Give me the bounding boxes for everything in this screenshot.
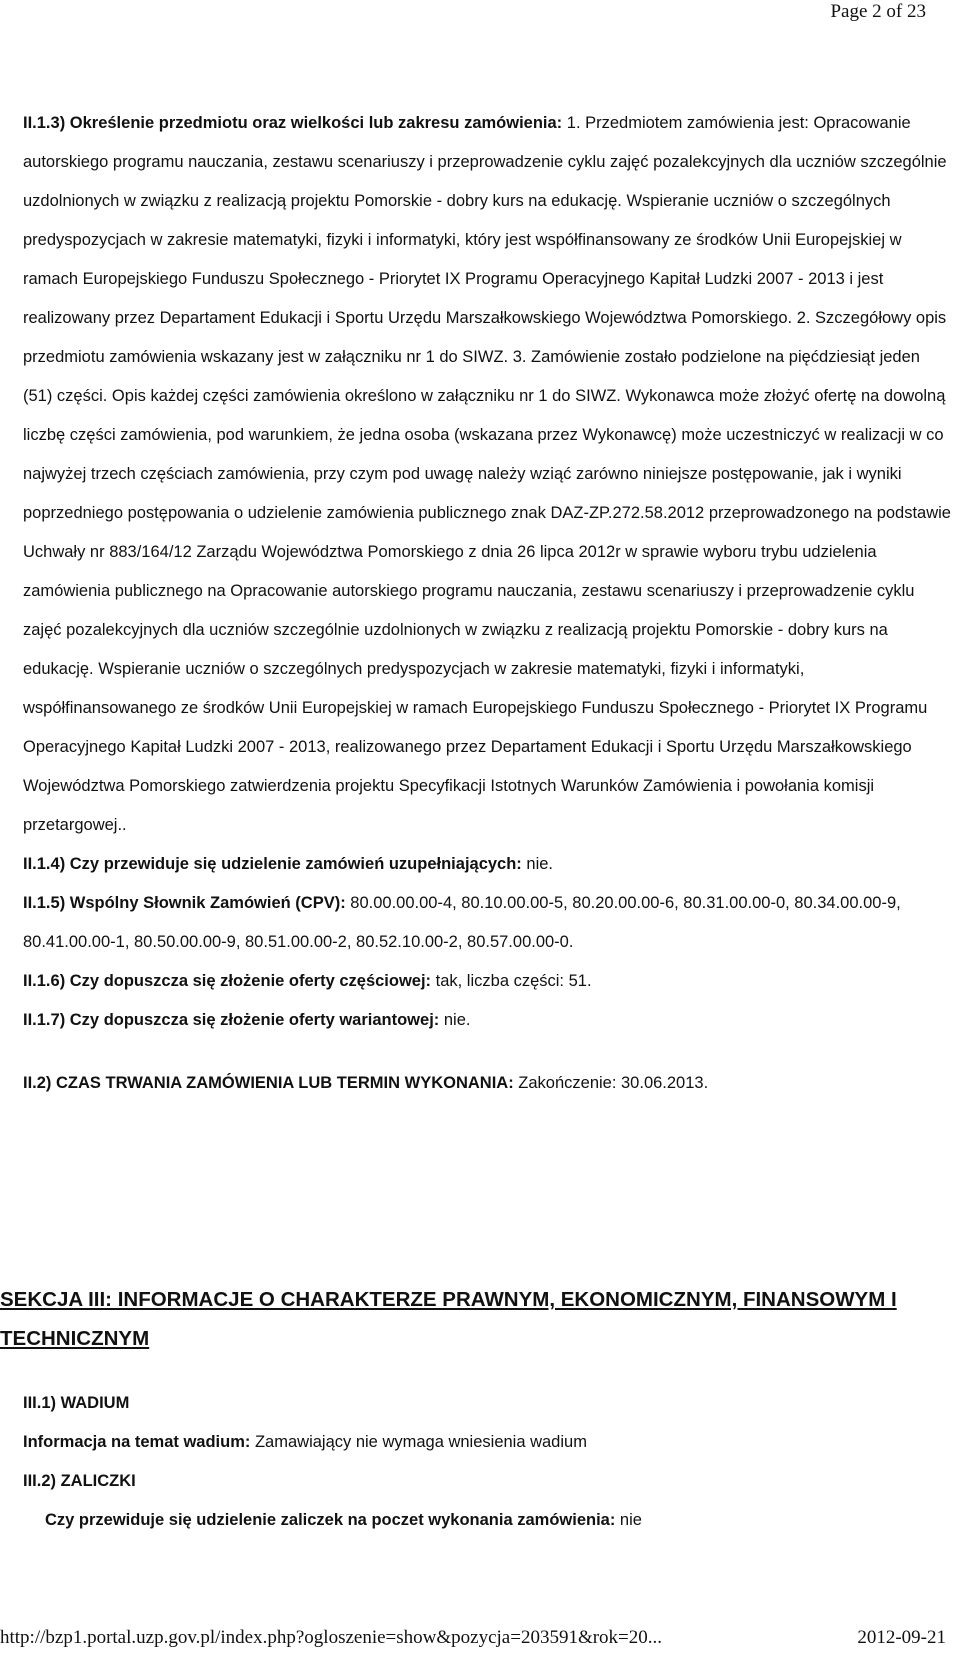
heading-iii-1 <box>23 1384 943 1423</box>
paragraph-ii-1-5 <box>23 884 953 962</box>
label-zaliczki: Czy przewiduje się udzielenie zaliczek na poczet wykonania zamówienia: <box>45 1511 616 1529</box>
value-ii-1-5: 80.00.00.00-4, 80.10.00.00-5, 80.20.00.00-6, 80.31.00.00-0, 80.34.00.00-9, 80.41.00.00-1, 80.50.00.00-9, 80.51.00.00-2, 80.52.10.00-2, 80.57.00.00-0. <box>23 894 901 951</box>
paragraph-ii-1-6 <box>23 962 953 1001</box>
section-ii-body <box>23 104 953 1103</box>
paragraph-zaliczki <box>23 1501 943 1540</box>
label-ii-1-5: II.1.5) Wspólny Słownik Zamówień (CPV): <box>23 894 346 912</box>
label-ii-1-7: II.1.7) Czy dopuszcza się złożenie oferty wariantowej: <box>23 1011 440 1029</box>
value-ii-1-6: tak, liczba części: 51. <box>431 972 592 990</box>
section-iii-body <box>23 1384 943 1540</box>
spacer <box>23 1040 953 1064</box>
heading-iii-1-text: III.1) WADIUM <box>23 1394 130 1412</box>
label-ii-2: II.2) CZAS TRWANIA ZAMÓWIENIA LUB TERMIN WYKONANIA: <box>23 1074 514 1092</box>
paragraph-ii-1-3 <box>23 104 953 845</box>
label-ii-1-6: II.1.6) Czy dopuszcza się złożenie oferty częściowej: <box>23 972 432 990</box>
label-wadium: Informacja na temat wadium: <box>23 1433 251 1451</box>
label-ii-1-4: II.1.4) Czy przewiduje się udzielenie zamówień uzupełniających: <box>23 855 522 873</box>
value-zaliczki: nie <box>615 1511 642 1529</box>
label-ii-1-3: II.1.3) Określenie przedmiotu oraz wielkości lub zakresu zamówienia: <box>23 114 563 132</box>
section-iii-title: SEKCJA III: INFORMACJE O CHARAKTERZE PRAWNYM, EKONOMICZNYM, FINANSOWYM I TECHNICZNYM <box>0 1288 897 1350</box>
value-ii-1-7: nie. <box>439 1011 471 1029</box>
heading-iii-2-text: III.2) ZALICZKI <box>23 1472 136 1490</box>
paragraph-ii-1-7 <box>23 1001 953 1040</box>
text-ii-1-3: 1. Przedmiotem zamówienia jest: Opracowanie autorskiego programu nauczania, zestawu scenariuszy i przeprowadzenie cyklu zajęć pozalekcyjnych dla uczniów szczególnie uzdolnionych w związku z realizacją projektu Pomorskie - dobry kurs na edukację. Wspieranie uczniów o szczególnych predyspozycjach w zakresie matematyki, fizyki i informatyki, który jest współfinansowany ze środków Unii Europejskiej w ramach Europejskiego Funduszu Społecznego - Priorytet IX Programu Operacyjnego Kapitał Ludzki 2007 - 2013 i jest realizowany przez Departament Edukacji i Sportu Urzędu Marszałkowskiego Województwa Pomorskiego. 2. Szczegółowy opis przedmiotu zamówienia wskazany jest w załączniku nr 1 do SIWZ. 3. Zamówienie zostało podzielone na pięćdziesiąt jeden (51) części. Opis każdej części zamówienia określono w załączniku nr 1 do SIWZ. Wykonawca może złożyć ofertę na dowolną liczbę części zamówienia, pod warunkiem, że jedna osoba (wskazana przez Wykonawcę) może uczestniczyć w realizacji w co najwyżej trzech częściach zamówienia, przy czym pod uwagę należy wziąć zarówno niniejsze postępowanie, jak i wyniki poprzedniego postępowania o udzielenie zamówienia publicznego znak DAZ-ZP.272.58.2012 przeprowadzonego na podstawie Uchwały nr 883/164/12 Zarządu Województwa Pomorskiego z dnia 26 lipca 2012r w sprawie wyboru trybu udzielenia zamówienia publicznego na Opracowanie autorskiego programu nauczania, zestawu scenariuszy i przeprowadzenie cyklu zajęć pozalekcyjnych dla uczniów szczególnie uzdolnionych w związku z realizacją projektu Pomorskie - dobry kurs na edukację. Wspieranie uczniów o szczególnych predyspozycjach w zakresie matematyki, fizyki i informatyki, współfinansowanego ze środków Unii Europejskiej w ramach Europejskiego Funduszu Społecznego - Priorytet IX Programu Operacyjnego Kapitał Ludzki 2007 - 2013, realizowanego przez Departament Edukacji i Sportu Urzędu Marszałkowskiego Województwa Pomorskiego zatwierdzenia projektu Specyfikacji Istotnych Warunków Zamówienia i powołania komisji przetargowej.. <box>23 114 951 834</box>
paragraph-wadium <box>23 1423 943 1462</box>
value-ii-2: Zakończenie: 30.06.2013. <box>513 1074 709 1092</box>
value-ii-1-4: nie. <box>521 855 553 873</box>
value-wadium: Zamawiający nie wymaga wniesienia wadium <box>250 1433 587 1451</box>
footer-date: 2012-09-21 <box>857 1627 946 1648</box>
footer-url[interactable]: http://bzp1.portal.uzp.gov.pl/index.php?ogloszenie=show&pozycja=203591&rok=20... <box>0 1627 663 1648</box>
paragraph-ii-2 <box>23 1064 953 1103</box>
page-number: Page 2 of 23 <box>830 1 926 22</box>
heading-iii-2 <box>23 1462 943 1501</box>
paragraph-ii-1-4 <box>23 845 953 884</box>
